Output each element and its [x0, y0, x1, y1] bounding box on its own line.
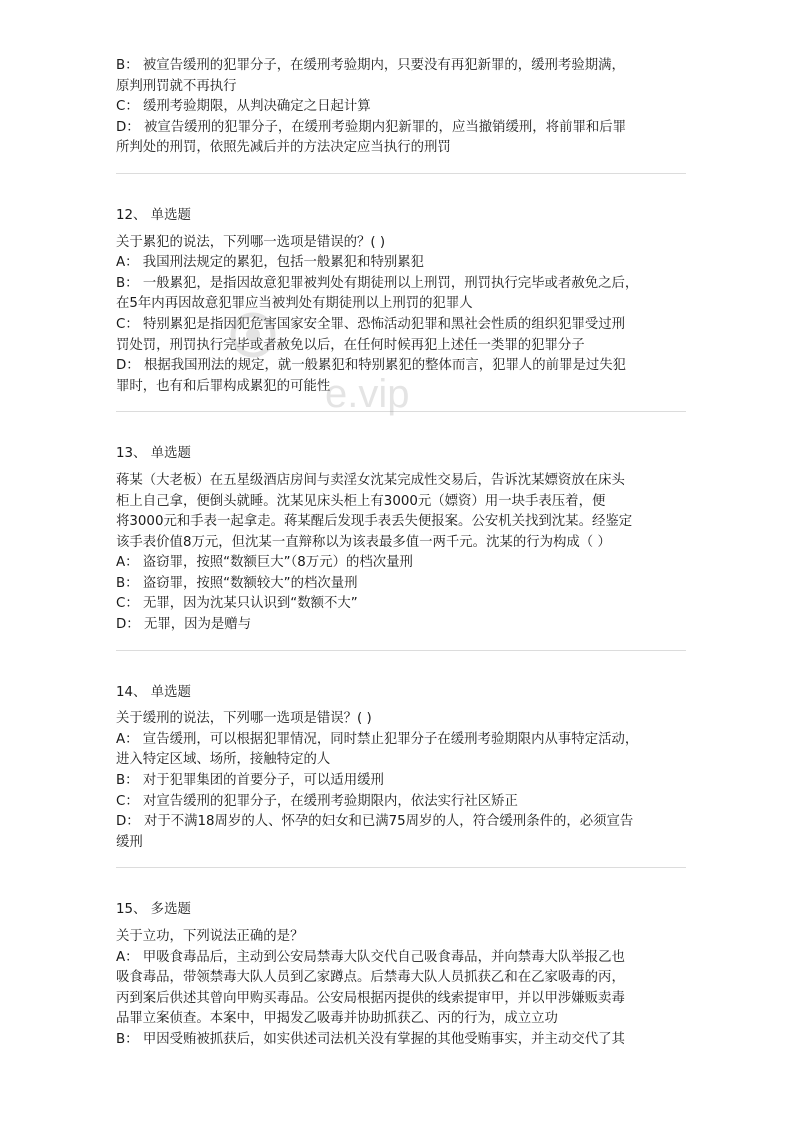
question-text: 将3000元和手表一起拿走。蒋某醒后发现手表丢失便报案。公安机关找到沈某。经鉴定 — [116, 514, 633, 530]
option-b-cont: 在5年内再因故意犯罪应当被判处有期徒刑以上刑罚的犯罪人 — [116, 296, 473, 312]
option-a: A： 甲吸食毒品后，主动到公安局禁毒大队交代自己吸食毒品，并向禁毒大队举报乙也 — [116, 949, 625, 965]
option-a-cont: 进入特定区域、场所，接触特定的人 — [116, 752, 331, 768]
document-page — [116, 56, 686, 1051]
option-b: B： 一般累犯，是指因故意犯罪被判处有期徒刑以上刑罚，刑罚执行完毕或者赦免之后， — [116, 275, 639, 291]
divider — [116, 867, 686, 868]
question-header: 13、 单选题 — [116, 446, 191, 462]
watermark-text: e.vip — [325, 372, 410, 416]
option-a: A： 宣告缓刑，可以根据犯罪情况，同时禁止犯罪分子在缓刑考验期限内从事特定活动， — [116, 731, 639, 747]
text-line: B： 被宣告缓刑的犯罪分子，在缓刑考验期内，只要没有再犯新罪的，缓刑考验期满， — [116, 58, 625, 73]
text-line: 所判处的刑罚，依照先减后并的方法决定应当执行的刑罚 — [116, 140, 451, 156]
option-a: A： 我国刑法规定的累犯，包括一般累犯和特别累犯 — [116, 255, 425, 271]
divider — [116, 411, 686, 412]
option-a-cont: 丙到案后供述其曾向甲购买毒品。公安局根据丙提供的线索提审甲，并以甲涉嫌贩卖毒 — [116, 990, 625, 1006]
option-b: B： 盗窃罪，按照“数额较大”的档次量刑 — [116, 575, 358, 591]
question-13 — [116, 444, 686, 635]
option-c: C： 特别累犯是指因犯危害国家安全罪、恐怖活动犯罪和黑社会性质的组织犯罪受过刑 — [116, 316, 626, 332]
option-d: D： 无罪，因为是赠与 — [116, 617, 252, 633]
option-d-cont: 罪时，也有和后罪构成累犯的可能性 — [116, 378, 331, 394]
option-c: C： 对宣告缓刑的犯罪分子，在缓刑考验期限内，依法实行社区矫正 — [116, 793, 518, 809]
text-line: 原判刑罚就不再执行 — [116, 78, 237, 94]
option-d: D： 根据我国刑法的规定，就一般累犯和特别累犯的整体而言，犯罪人的前罪是过失犯 — [116, 358, 627, 374]
text-line: D： 被宣告缓刑的犯罪分子，在缓刑考验期内犯新罪的，应当撤销缓刑，将前罪和后罪 — [116, 119, 627, 135]
question-text: 柜上自己拿，便倒头就睡。沈某见床头柜上有3000元（嫖资）用一块手表压着，便 — [116, 493, 606, 509]
text-line: C： 缓刑考验期限，从判决确定之日起计算 — [116, 99, 371, 115]
question-text: 关于累犯的说法，下列哪一选项是错误的？( ) — [116, 234, 386, 250]
divider — [116, 650, 686, 651]
option-d: D： 对于不满18周岁的人、怀孕的妇女和已满75周岁的人，符合缓刑条件的，必须宣告 — [116, 814, 634, 830]
question-text: 蒋某（大老板）在五星级酒店房间与卖淫女沈某完成性交易后，告诉沈某嫖资放在床头 — [116, 472, 625, 488]
question-text: 关于缓刑的说法，下列哪一选项是错误？( ) — [116, 711, 372, 727]
question-15 — [116, 900, 686, 1050]
option-a-cont: 吸食毒品，带领禁毒大队人员到乙家蹲点。后禁毒大队人员抓获乙和在乙家吸毒的丙， — [116, 970, 625, 986]
option-d-cont: 缓刑 — [116, 834, 143, 850]
question-12 — [116, 206, 686, 397]
option-c-cont: 罚处罚，刑罚执行完毕或者赦免以后，在任何时候再犯上述任一类罪的犯罪分子 — [116, 337, 585, 353]
option-b: B： 对于犯罪集团的首要分子，可以适用缓刑 — [116, 773, 384, 789]
option-a-cont: 品罪立案侦查。本案中，甲揭发乙吸毒并协助抓获乙、丙的行为，成立立功 — [116, 1011, 558, 1027]
option-c: C： 无罪，因为沈某只认识到“数额不大” — [116, 596, 358, 612]
option-a: A： 盗窃罪，按照“数额巨大”（8万元）的档次量刑 — [116, 555, 413, 571]
option-b: B： 甲因受贿被抓获后，如实供述司法机关没有掌握的其他受贿事实，并主动交代了其 — [116, 1031, 625, 1047]
question-header: 14、 单选题 — [116, 684, 191, 700]
question-14 — [116, 683, 686, 854]
question-header: 12、 单选题 — [116, 207, 191, 223]
question-header: 15、 多选题 — [116, 902, 191, 918]
question-text: 关于立功，下列说法正确的是？ — [116, 929, 304, 944]
divider — [116, 173, 686, 174]
question-text: 该手表价值8万元，但沈某一直辩称以为该表最多值一两千元。沈某的行为构成（ ） — [116, 534, 611, 550]
continuation-block — [116, 56, 686, 159]
